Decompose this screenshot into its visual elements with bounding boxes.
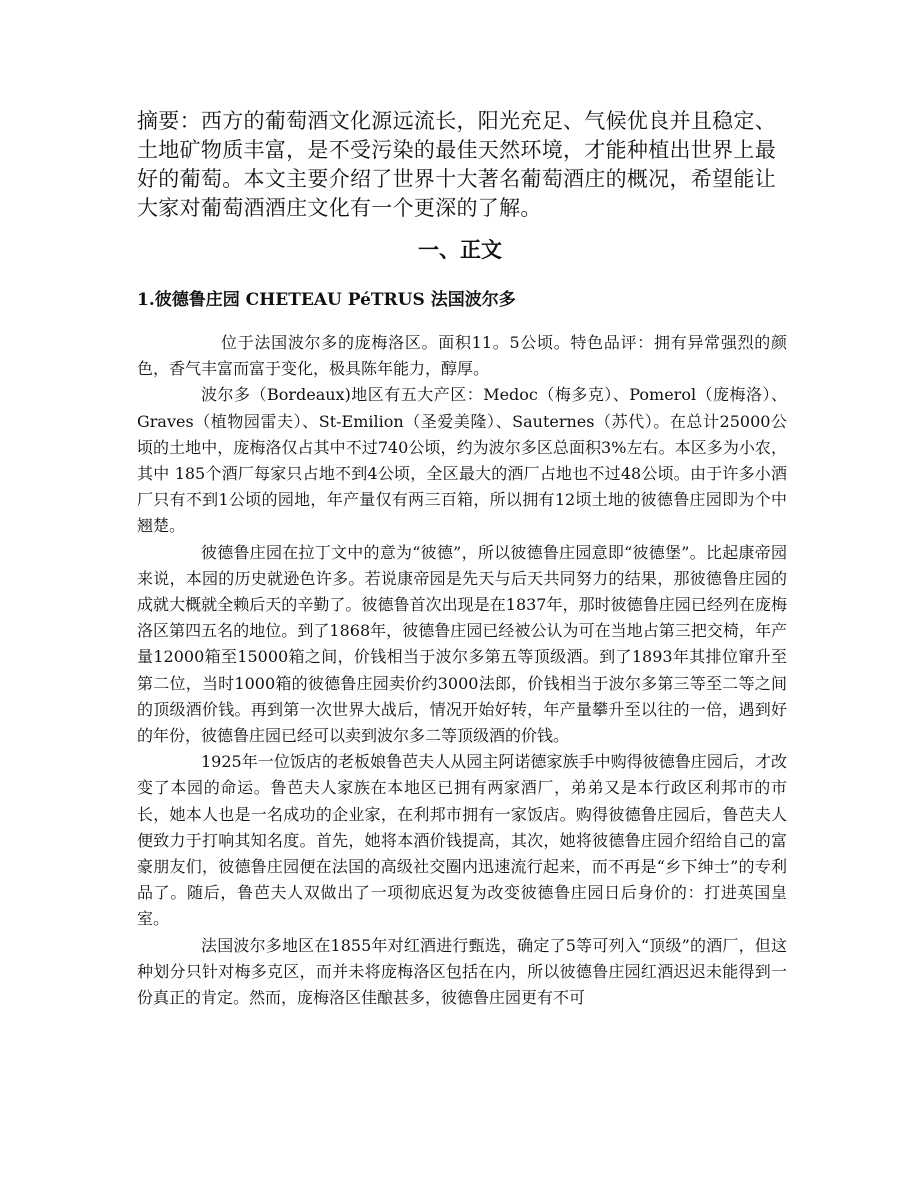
body-paragraph: 1925年一位饭店的老板娘鲁芭夫人从园主阿诺德家族手中购得彼德鲁庄园后，才改变了本园的命运。鲁芭夫人家族在本地区已拥有两家酒厂，弟弟又是本行政区利邦市的市长，她本人也是一名成功的企业家，在利邦市拥有一家饭店。购得彼德鲁庄园后，鲁芭夫人便致力于打响其知名度。首先，她将本酒价钱提高，其次，她将彼德鲁庄园介绍给自己的富豪朋友们，彼德鲁庄园便在法国的高级社交圈内迅速流行起来，而不再是“乡下绅士”的专利品了。随后，鲁芭夫人双做出了一项彻底迟复为改变彼德鲁庄园日后身价的：打进英国皇室。 <box>137 752 787 929</box>
body-paragraph: 位于法国波尔多的庞梅洛区。面积11。5公顷。特色品评：拥有异常强烈的颜色，香气丰富而富于变化，极具陈年能力，醇厚。 <box>137 333 787 379</box>
body-paragraph: 彼德鲁庄园在拉丁文中的意为“彼德”，所以彼德鲁庄园意即“彼德堡”。比起康帝园来说，本园的历史就逊色许多。若说康帝园是先天与后天共同努力的结果，那彼德鲁庄园的成就大概就全赖后天的辛勤了。彼德鲁首次出现是在1837年，那时彼德鲁庄园已经列在庞梅洛区第四五名的地位。到了1868年，彼德鲁庄园已经被公认为可在当地占第三把交椅，年产量12000箱至15000箱之间，价钱相当于波尔多第五等顶级酒。到了1893年其排位窜升至第二位，当时1000箱的彼德鲁庄园卖价约3000法郎，价钱相当于波尔多第三等至二等之间的顶级酒价钱。再到第一次世界大战后，情况开始好转，年产量攀升至以往的一倍，遇到好的年份，彼德鲁庄园已经可以卖到波尔多二等顶级酒的价钱。 <box>137 542 787 746</box>
abstract-paragraph: 摘要：西方的葡萄酒文化源远流长，阳光充足、气候优良并且稳定、土地矿物质丰富，是不受污染的最佳天然环境，才能种植出世界上最好的葡萄。本文主要介绍了世界十大著名葡萄酒庄的概况，希望能让大家对葡萄酒酒庄文化有一个更深的了解。 <box>137 109 776 220</box>
winery-heading: 1.彼德鲁庄园 CHETEAU PéTRUS 法国波尔多 <box>137 290 516 310</box>
section-title: 一、正文 <box>418 238 502 262</box>
body-text <box>137 330 787 1011</box>
body-paragraph: 法国波尔多地区在1855年对红酒进行甄选，确定了5等可列入“顶级”的酒厂，但这种划分只针对梅多克区，而并未将庞梅洛区包括在内，所以彼德鲁庄园红酒迟迟未能得到一份真正的肯定。然而，庞梅洛区佳酿甚多，彼德鲁庄园更有不可 <box>137 935 787 1008</box>
body-paragraph: 波尔多（Bordeaux)地区有五大产区：Medoc（梅多克）、Pomerol（庞梅洛）、Graves（植物园雷夫）、St-Emilion（圣爱美隆）、Sauternes（苏代）。在总计25000公顷的土地中，庞梅洛仅占其中不过740公顷，约为波尔多区总面积3%左右。本区多为小农，其中 185个酒厂每家只占地不到4公顷，全区最大的酒厂占地也不过48公顷。由于许多小酒厂只有不到1公顷的园地，年产量仅有两三百箱，所以拥有12顷土地的彼德鲁庄园即为个中翘楚。 <box>137 385 787 536</box>
